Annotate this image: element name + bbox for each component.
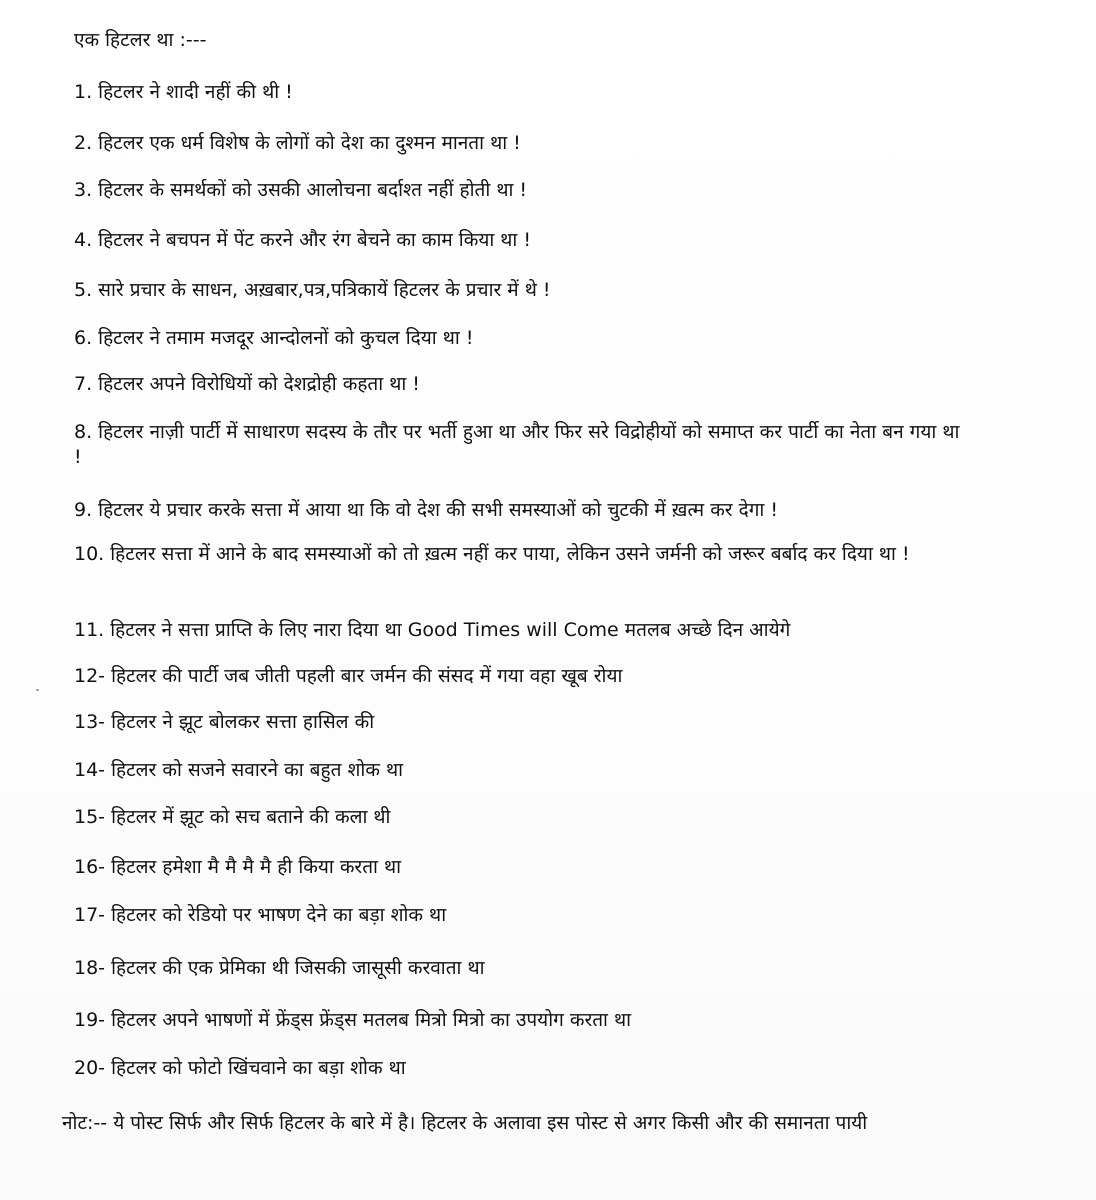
- list-item-10: 10. हिटलर सत्ता में आने के बाद समस्याओं को तो ख़त्म नहीं कर पाया, लेकिन उसने जर्मनी को जरूर बर्बाद कर दिया था !: [74, 543, 910, 565]
- list-item-18: 18- हिटलर की एक प्रेमिका थी जिसकी जासूसी करवाता था: [74, 957, 485, 979]
- list-item-7: 7. हिटलर अपने विरोधियों को देशद्रोही कहता था !: [74, 373, 420, 395]
- list-item-17: 17- हिटलर को रेडियो पर भाषण देने का बड़ा शोक था: [74, 904, 447, 926]
- list-item-3: 3. हिटलर के समर्थकों को उसकी आलोचना बर्दाश्त नहीं होती था !: [74, 179, 528, 201]
- scan-speck: [36, 689, 39, 691]
- list-item-12: 12- हिटलर की पार्टी जब जीती पहली बार जर्मन की संसद में गया वहा खूब रोया: [74, 665, 623, 687]
- list-item-15: 15- हिटलर में झूट को सच बताने की कला थी: [74, 806, 391, 828]
- footer-note: नोट:-- ये पोस्ट सिर्फ और सिर्फ हिटलर के बारे में है। हिटलर के अलावा इस पोस्ट से अगर किसी और की समानता पायी: [62, 1112, 868, 1134]
- list-item-6: 6. हिटलर ने तमाम मजदूर आन्दोलनों को कुचल दिया था !: [74, 327, 474, 349]
- list-item-20: 20- हिटलर को फोटो खिंचवाने का बड़ा शोक था: [74, 1057, 406, 1079]
- list-item-16: 16- हिटलर हमेशा मै मै मै मै ही किया करता था: [74, 856, 402, 878]
- list-item-4: 4. हिटलर ने बचपन में पेंट करने और रंग बेचने का काम किया था !: [74, 229, 532, 251]
- list-item-2: 2. हिटलर एक धर्म विशेष के लोगों को देश का दुश्मन मानता था !: [74, 132, 521, 154]
- list-item-9: 9. हिटलर ये प्रचार करके सत्ता में आया था कि वो देश की सभी समस्याओं को चुटकी में ख़त्म कर देगा !: [74, 499, 778, 521]
- list-item-11: 11. हिटलर ने सत्ता प्राप्ति के लिए नारा दिया था Good Times will Come मतलब अच्छे दिन आयेगे: [74, 619, 791, 641]
- list-item-14: 14- हिटलर को सजने सवारने का बहुत शोक था: [74, 759, 404, 781]
- list-item-1: 1. हिटलर ने शादी नहीं की थी !: [74, 81, 293, 103]
- list-item-8: 8. हिटलर नाज़ी पार्टी में साधारण सदस्य के तौर पर भर्ती हुआ था और फिर सरे विद्रोहीयों को समाप्त कर पार्टी का नेता बन गया था !: [74, 421, 960, 468]
- list-item-13: 13- हिटलर ने झूट बोलकर सत्ता हासिल की: [74, 711, 375, 733]
- list-item-19: 19- हिटलर अपने भाषणों में फ्रेंड्स फ्रेंड्स मतलब मित्रो मित्रो का उपयोग करता था: [74, 1009, 632, 1031]
- document-heading: एक हिटलर था :---: [74, 29, 207, 51]
- list-item-5: 5. सारे प्रचार के साधन, अख़बार,पत्र,पत्रिकायें हिटलर के प्रचार में थे !: [74, 279, 551, 301]
